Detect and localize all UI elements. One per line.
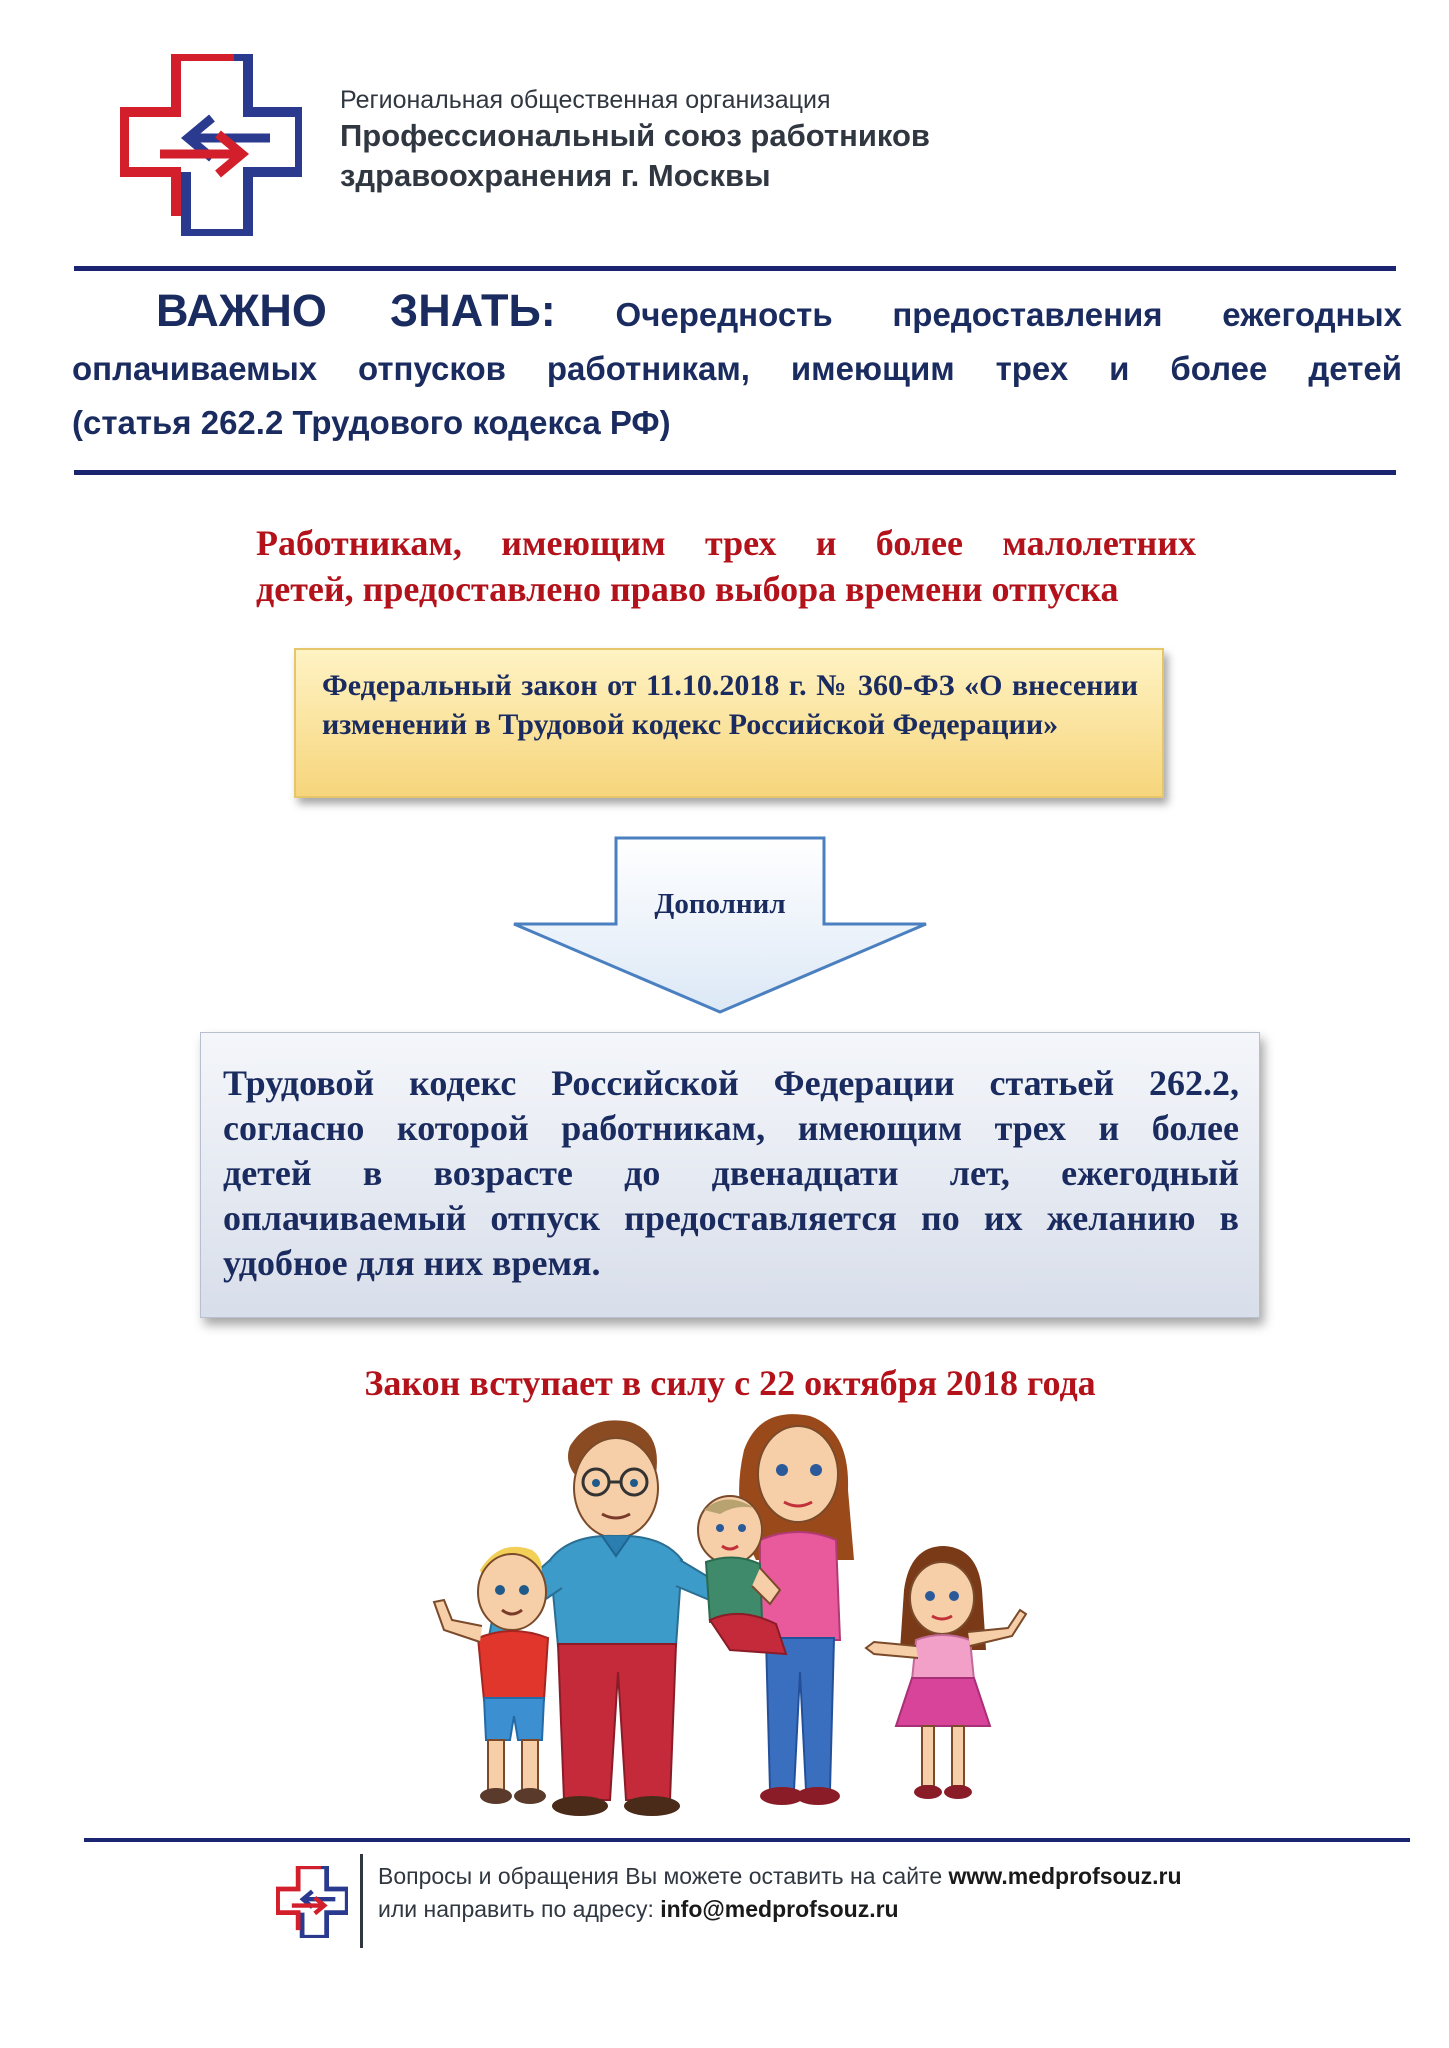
code-line-1: Трудовой кодекс Российской Федерации статьей 262.2, — [223, 1063, 1239, 1103]
org-line-3: здравоохранения г. Москвы — [340, 158, 771, 193]
site-link[interactable]: www.medprofsouz.ru — [948, 1863, 1182, 1889]
girl-figure — [866, 1546, 1026, 1799]
page-title — [72, 284, 1402, 450]
boy-figure — [434, 1547, 548, 1804]
org-line-2: Профессиональный союз работников — [340, 118, 930, 153]
family-illustration — [430, 1410, 1030, 1820]
footer-logo-icon — [276, 1866, 348, 1938]
title-divider — [74, 470, 1396, 475]
footer-line-2 — [378, 1893, 1182, 1926]
footer-line-1 — [378, 1860, 1182, 1893]
title-line-1: Очередность предоставления ежегодных — [615, 296, 1402, 333]
footer-separator — [360, 1854, 363, 1948]
arrow-label: Дополнил — [654, 888, 786, 920]
organization-name — [340, 84, 930, 196]
top-divider — [74, 266, 1396, 271]
footer-email-text: или направить по адресу: — [378, 1896, 661, 1922]
lead-line-1: Работникам, имеющим трех и более малолетних — [256, 523, 1196, 563]
code-line-5: удобное для них время. — [223, 1243, 601, 1283]
contact-footer — [378, 1860, 1182, 1926]
footer-site-text: Вопросы и обращения Вы можете оставить на сайте — [378, 1863, 949, 1889]
title-lead: ВАЖНО ЗНАТЬ: — [156, 285, 556, 336]
effective-date: Закон вступает в силу с 22 октября 2018 года — [364, 1363, 1096, 1403]
lead-line-2: детей, предоставлено право выбора времени отпуска — [256, 569, 1119, 609]
code-line-3: детей в возрасте до двенадцати лет, ежегодный — [223, 1153, 1239, 1193]
title-line-3: (статья 262.2 Трудового кодекса РФ) — [72, 404, 671, 441]
footer-divider — [84, 1838, 1410, 1842]
org-line-1: Региональная общественная организация — [340, 86, 831, 114]
title-line-2: оплачиваемых отпусков работникам, имеющим трех и более детей — [72, 350, 1402, 387]
code-line-4: оплачиваемый отпуск предоставляется по их желанию в — [223, 1198, 1239, 1238]
lead-statement — [256, 520, 1196, 612]
federal-law-box — [294, 648, 1164, 798]
labor-code-box — [200, 1032, 1260, 1318]
union-logo-icon — [120, 54, 302, 236]
code-line-2: согласно которой работникам, имеющим трех и более — [223, 1108, 1239, 1148]
email-link[interactable]: info@medprofsouz.ru — [660, 1896, 899, 1922]
down-arrow-icon — [510, 836, 930, 1016]
federal-law-text: Федеральный закон от 11.10.2018 г. № 360-ФЗ «О внесении изменений в Трудовой кодекс Российской Федерации» — [322, 669, 1138, 741]
